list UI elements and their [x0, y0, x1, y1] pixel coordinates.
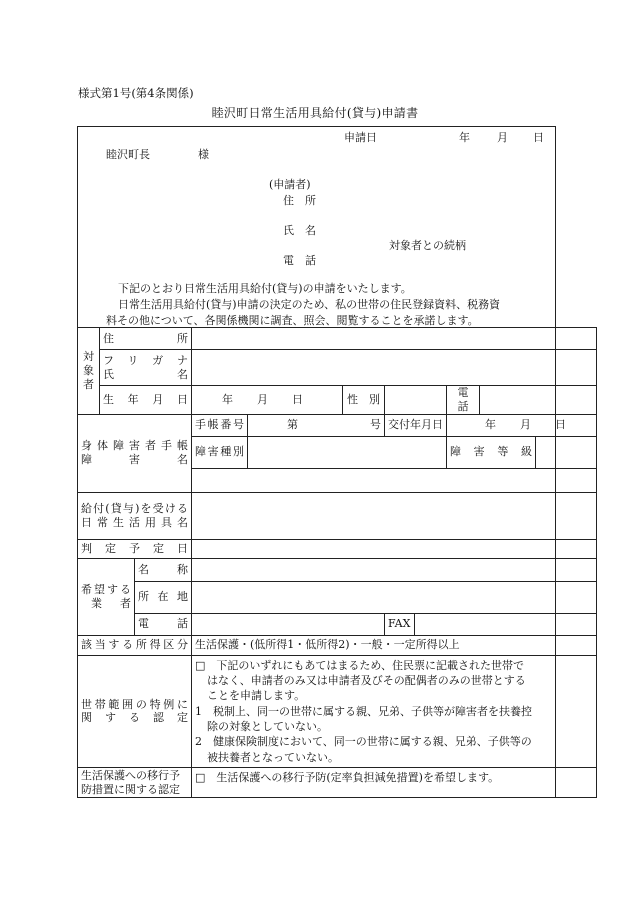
- applicant-name-label: 氏 名: [283, 224, 316, 237]
- subject-address-label: 住 所: [100, 328, 192, 350]
- subject-sex-field[interactable]: [385, 386, 447, 415]
- welfare-prevention-field[interactable]: □ 生活保護への移行予防(定率負担減免措置)を希望します。: [192, 768, 597, 798]
- household-exception-field[interactable]: □ 下記のいずれにもあてはまるため、住民票に記載された世帯で はなく、申請者のみ又は申請者及びその配偶者のみの世帯とする ことを申請します。 1 税制上、同一の世帯に属する親、兄弟、子供等が障害者を扶養控 除の対象としていない。 2 健康保険制度において、同一の世帯に属する親、兄弟、子供等の 被扶養者となっていない。: [192, 655, 597, 768]
- subject-phone-label: 電 話: [447, 386, 480, 415]
- disability-grade-label: 障害等級: [447, 436, 536, 468]
- applicant-address-label: 住 所: [283, 194, 316, 207]
- date-year: 年: [459, 131, 470, 144]
- vendor-name-label: 名 称: [135, 558, 192, 581]
- vendor-location-field[interactable]: [192, 581, 597, 613]
- disability-handbook-label: 身体障害者手帳 障 害 名: [78, 414, 192, 492]
- handbook-number-field[interactable]: 第 号: [248, 414, 385, 436]
- vendor-fax-label: FAX: [385, 613, 415, 635]
- household-exception-label: 世帯範囲の特例に 関 す る 認 定: [78, 655, 192, 768]
- subject-address-field[interactable]: [192, 328, 597, 350]
- subject-sex-label: 性 別: [343, 386, 385, 415]
- subject-phone-field[interactable]: [480, 386, 597, 415]
- subject-group-label: 対 象 者: [78, 328, 100, 415]
- equipment-field[interactable]: [192, 492, 597, 539]
- issue-date-label: 交付年月日: [385, 414, 447, 436]
- subject-name-label: フリガナ 氏 名: [100, 350, 192, 386]
- vendor-label: 希望する 業 者: [78, 558, 135, 635]
- statement-request: 下記のとおり日常生活用具給付(貸与)の申請をいたします。: [118, 282, 412, 295]
- vendor-fax-field[interactable]: [415, 613, 597, 635]
- welfare-prevention-label: 生活保護への移行予 防措置に関する認定: [78, 768, 192, 798]
- statement-consent-line2: 料その他について、各関係機関に調査、照会、閲覧することを承諾します。: [106, 314, 479, 327]
- date-month: 月: [497, 131, 508, 144]
- disability-grade-field[interactable]: [536, 436, 597, 468]
- subject-birthdate-label: 生年月日: [100, 386, 192, 415]
- honorific: 様: [198, 148, 209, 161]
- form-number: 様式第1号(第4条関係): [78, 86, 194, 100]
- decision-date-field[interactable]: [192, 539, 597, 558]
- application-date-label: 申請日: [344, 131, 377, 144]
- date-day: 日: [533, 131, 544, 144]
- vendor-phone-field[interactable]: [192, 613, 385, 635]
- disability-name-field[interactable]: [192, 468, 597, 492]
- decision-date-label: 判定予定日: [78, 539, 192, 558]
- form-title: 睦沢町日常生活用具給付(貸与)申請書: [211, 106, 419, 120]
- vendor-name-field[interactable]: [192, 558, 597, 581]
- disability-type-field[interactable]: [248, 436, 447, 468]
- equipment-label: 給付(貸与)を受ける 日常生活用具名: [78, 492, 192, 539]
- issue-date-field[interactable]: 年 月 日: [447, 414, 597, 436]
- income-category-options[interactable]: 生活保護・(低所得1・低所得2)・一般・一定所得以上: [192, 635, 597, 655]
- relationship-label: 対象者との続柄: [389, 239, 466, 252]
- addressee: 睦沢町長: [106, 148, 150, 161]
- vendor-phone-label: 電 話: [135, 613, 192, 635]
- applicant-phone-label: 電 話: [283, 254, 316, 267]
- income-category-label: 該当する所得区分: [78, 635, 192, 655]
- handbook-number-label: 手帳番号: [192, 414, 248, 436]
- subject-name-field[interactable]: [192, 350, 597, 386]
- statement-consent-line1: 日常生活用具給付(貸与)申請の決定のため、私の世帯の住民登録資料、税務資: [118, 298, 501, 311]
- vendor-location-label: 所在地: [135, 581, 192, 613]
- application-details-table: [77, 327, 597, 798]
- subject-birthdate-field[interactable]: 年 月 日: [192, 386, 343, 415]
- applicant-label: (申請者): [269, 178, 311, 191]
- disability-type-label: 障害種別: [192, 436, 248, 468]
